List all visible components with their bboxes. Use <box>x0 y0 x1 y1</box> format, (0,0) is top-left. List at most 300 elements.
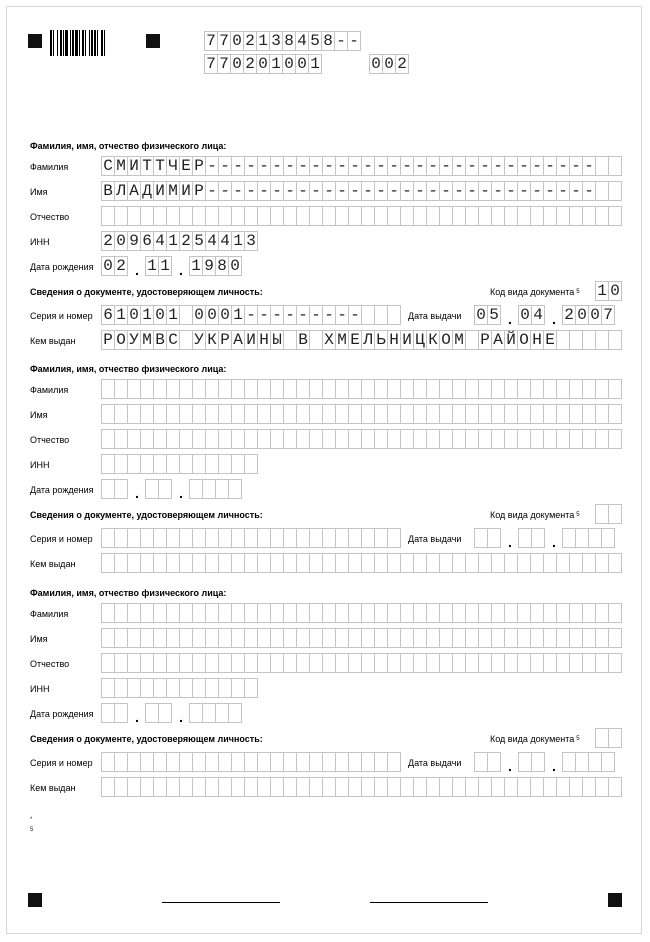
field-cell <box>271 629 284 647</box>
field-cell: - <box>245 182 258 200</box>
field-cell: 4 <box>206 232 219 250</box>
field-cell <box>583 604 596 622</box>
field-cell <box>505 778 518 796</box>
corner-marker <box>28 893 42 907</box>
field-cell: - <box>557 157 570 175</box>
field-cell: Л <box>362 331 375 349</box>
field-cell <box>336 654 349 672</box>
document-code-field[interactable] <box>595 281 622 301</box>
field-cell <box>401 654 414 672</box>
field-cell <box>570 430 583 448</box>
field-cell: 9 <box>128 232 141 250</box>
field-cell <box>532 529 545 547</box>
field-cell: - <box>362 157 375 175</box>
name-field[interactable] <box>101 404 622 424</box>
patronymic-field[interactable] <box>101 206 622 226</box>
field-cell <box>115 480 128 498</box>
field-cell <box>440 207 453 225</box>
field-cell <box>466 430 479 448</box>
field-cell <box>115 604 128 622</box>
field-cell: - <box>518 157 531 175</box>
field-cell: - <box>401 157 414 175</box>
field-cell <box>102 704 115 722</box>
field-cell <box>453 604 466 622</box>
field-cell <box>596 654 609 672</box>
patronymic-label: Отчество <box>30 659 70 669</box>
field-cell <box>466 207 479 225</box>
issue-date-day[interactable] <box>474 528 501 548</box>
field-cell: - <box>206 182 219 200</box>
field-cell <box>518 778 531 796</box>
field-cell <box>310 554 323 572</box>
field-cell <box>232 380 245 398</box>
field-cell <box>102 455 115 473</box>
field-cell: 3 <box>270 32 283 50</box>
field-cell: - <box>310 157 323 175</box>
issued-by-field[interactable] <box>101 777 622 797</box>
date-separator: . <box>179 709 183 725</box>
field-cell <box>531 629 544 647</box>
series-number-label: Серия и номер <box>30 758 93 768</box>
field-cell <box>258 380 271 398</box>
field-cell <box>180 430 193 448</box>
field-cell <box>167 778 180 796</box>
birth-date-year[interactable] <box>189 256 242 276</box>
field-cell: Е <box>544 331 557 349</box>
date-separator: . <box>179 262 183 278</box>
field-cell <box>219 753 232 771</box>
field-cell: - <box>310 306 323 324</box>
field-cell <box>206 380 219 398</box>
field-cell <box>362 306 375 324</box>
field-cell <box>154 753 167 771</box>
document-code-field[interactable] <box>595 728 622 748</box>
field-cell: 1 <box>141 306 154 324</box>
field-cell <box>362 654 375 672</box>
field-cell <box>219 554 232 572</box>
field-cell: - <box>271 182 284 200</box>
field-cell <box>557 405 570 423</box>
field-cell: - <box>335 32 348 50</box>
field-cell <box>532 753 545 771</box>
field-cell <box>583 380 596 398</box>
field-cell: Й <box>505 331 518 349</box>
field-cell: - <box>232 182 245 200</box>
field-cell <box>258 554 271 572</box>
field-cell <box>229 480 242 498</box>
field-cell: - <box>284 306 297 324</box>
field-cell <box>440 604 453 622</box>
field-cell <box>271 778 284 796</box>
field-cell <box>245 207 258 225</box>
field-cell <box>589 753 602 771</box>
inn-field[interactable] <box>101 231 258 251</box>
issue-date-day[interactable] <box>474 305 501 325</box>
field-cell <box>180 529 193 547</box>
field-cell: О <box>440 331 453 349</box>
field-cell <box>596 430 609 448</box>
birth-date-month[interactable] <box>145 703 172 723</box>
field-cell: 1 <box>159 257 172 275</box>
field-cell <box>427 207 440 225</box>
field-cell <box>258 753 271 771</box>
series-number-field[interactable] <box>101 528 401 548</box>
field-cell <box>323 529 336 547</box>
field-cell: К <box>206 331 219 349</box>
field-cell: - <box>206 157 219 175</box>
field-cell <box>115 529 128 547</box>
field-cell <box>388 604 401 622</box>
birth-date-label: Дата рождения <box>30 262 94 272</box>
field-cell: А <box>232 331 245 349</box>
field-cell <box>245 405 258 423</box>
document-code-field[interactable] <box>595 504 622 524</box>
field-cell <box>518 629 531 647</box>
field-cell: А <box>128 182 141 200</box>
field-cell <box>531 380 544 398</box>
issued-by-field[interactable] <box>101 330 622 350</box>
field-cell: - <box>453 182 466 200</box>
field-cell <box>453 430 466 448</box>
field-cell: 4 <box>296 32 309 50</box>
field-cell <box>440 629 453 647</box>
surname-field[interactable] <box>101 156 622 176</box>
field-cell <box>284 629 297 647</box>
field-cell <box>146 704 159 722</box>
field-cell: - <box>297 182 310 200</box>
field-cell: - <box>531 182 544 200</box>
birth-date-day[interactable] <box>101 479 128 499</box>
field-cell <box>375 629 388 647</box>
field-cell <box>609 157 622 175</box>
patronymic-field[interactable] <box>101 429 622 449</box>
field-cell: 8 <box>283 32 296 50</box>
field-cell <box>297 629 310 647</box>
inn-label: ИНН <box>30 684 50 694</box>
document-code-label: Код вида документа $^5$ <box>490 510 580 520</box>
field-cell: 2 <box>115 257 128 275</box>
field-cell <box>375 207 388 225</box>
field-cell <box>518 405 531 423</box>
field-cell <box>206 753 219 771</box>
field-cell <box>323 654 336 672</box>
date-separator: . <box>508 311 512 327</box>
field-cell <box>401 629 414 647</box>
surname-field[interactable] <box>101 379 622 399</box>
series-number-label: Серия и номер <box>30 311 93 321</box>
field-cell <box>336 405 349 423</box>
field-cell: - <box>440 157 453 175</box>
field-cell <box>609 654 622 672</box>
issue-date-month[interactable] <box>518 528 545 548</box>
field-cell: - <box>414 157 427 175</box>
header-inn-field[interactable] <box>204 31 361 51</box>
inn-field[interactable] <box>101 678 258 698</box>
field-cell <box>232 753 245 771</box>
field-cell <box>596 405 609 423</box>
field-cell: 0 <box>206 306 219 324</box>
field-cell: - <box>349 157 362 175</box>
issue-date-month[interactable] <box>518 305 545 325</box>
field-cell: В <box>297 331 310 349</box>
field-cell: М <box>453 331 466 349</box>
field-cell <box>167 405 180 423</box>
date-separator: . <box>552 758 556 774</box>
field-cell: 1 <box>309 55 322 73</box>
field-cell <box>271 529 284 547</box>
field-cell: - <box>323 306 336 324</box>
field-cell: 0 <box>229 257 242 275</box>
field-cell: Ь <box>375 331 388 349</box>
field-cell <box>414 654 427 672</box>
field-cell <box>284 554 297 572</box>
field-cell: - <box>544 157 557 175</box>
field-cell: 0 <box>475 306 488 324</box>
issued-by-field[interactable] <box>101 553 622 573</box>
birth-date-month[interactable] <box>145 256 172 276</box>
field-cell: - <box>375 157 388 175</box>
field-cell <box>479 405 492 423</box>
field-cell <box>576 753 589 771</box>
field-cell <box>479 778 492 796</box>
field-cell <box>219 207 232 225</box>
field-cell <box>206 629 219 647</box>
page-number-field[interactable] <box>369 54 409 74</box>
field-cell <box>557 604 570 622</box>
field-cell <box>466 405 479 423</box>
document-section-header: Сведения о документе, удостоверяющем личность: <box>30 510 263 520</box>
field-cell: - <box>271 306 284 324</box>
field-cell: - <box>336 157 349 175</box>
field-cell: 3 <box>245 232 258 250</box>
field-cell <box>128 430 141 448</box>
field-cell: 2 <box>180 232 193 250</box>
field-cell <box>206 207 219 225</box>
field-cell <box>206 430 219 448</box>
field-cell <box>102 430 115 448</box>
name-field[interactable] <box>101 181 622 201</box>
field-cell <box>602 529 615 547</box>
field-cell <box>596 157 609 175</box>
field-cell <box>154 207 167 225</box>
field-cell <box>362 778 375 796</box>
field-cell <box>479 430 492 448</box>
issue-date-day[interactable] <box>474 752 501 772</box>
field-cell <box>401 778 414 796</box>
field-cell: - <box>440 182 453 200</box>
field-cell <box>557 629 570 647</box>
field-cell <box>362 529 375 547</box>
field-cell <box>336 430 349 448</box>
date-separator: . <box>135 262 139 278</box>
field-cell: 1 <box>190 257 203 275</box>
birth-date-day[interactable] <box>101 703 128 723</box>
field-cell: - <box>258 157 271 175</box>
field-cell: - <box>375 182 388 200</box>
name-label: Имя <box>30 187 48 197</box>
field-cell <box>284 405 297 423</box>
field-cell: 0 <box>219 306 232 324</box>
birth-date-day[interactable] <box>101 256 128 276</box>
field-cell: И <box>154 182 167 200</box>
field-cell <box>518 604 531 622</box>
field-cell <box>271 380 284 398</box>
field-cell <box>245 380 258 398</box>
field-cell <box>362 430 375 448</box>
field-cell <box>388 629 401 647</box>
field-cell <box>193 679 206 697</box>
series-number-field[interactable] <box>101 305 401 325</box>
field-cell <box>310 604 323 622</box>
field-cell <box>102 679 115 697</box>
field-cell <box>180 604 193 622</box>
barcode <box>50 30 132 56</box>
inn-field[interactable] <box>101 454 258 474</box>
field-cell: И <box>401 331 414 349</box>
field-cell <box>453 778 466 796</box>
field-cell <box>336 554 349 572</box>
field-cell <box>609 380 622 398</box>
header-kpp-field[interactable] <box>204 54 322 74</box>
field-cell <box>583 778 596 796</box>
field-cell <box>544 604 557 622</box>
field-cell <box>115 554 128 572</box>
field-cell: Ц <box>414 331 427 349</box>
field-cell <box>570 380 583 398</box>
field-cell: 6 <box>102 306 115 324</box>
field-cell <box>159 704 172 722</box>
field-cell <box>375 604 388 622</box>
field-cell <box>154 629 167 647</box>
field-cell <box>596 182 609 200</box>
field-cell <box>466 331 479 349</box>
field-cell: О <box>518 331 531 349</box>
field-cell <box>245 455 258 473</box>
birth-date-year[interactable] <box>189 703 242 723</box>
name-field[interactable] <box>101 628 622 648</box>
field-cell <box>401 380 414 398</box>
field-cell <box>583 331 596 349</box>
field-cell <box>141 753 154 771</box>
field-cell <box>544 405 557 423</box>
field-cell <box>128 207 141 225</box>
field-cell <box>414 405 427 423</box>
field-cell: 9 <box>203 257 216 275</box>
field-cell <box>475 529 488 547</box>
surname-field[interactable] <box>101 603 622 623</box>
field-cell <box>154 455 167 473</box>
birth-date-month[interactable] <box>145 479 172 499</box>
field-cell: 4 <box>154 232 167 250</box>
field-cell <box>193 380 206 398</box>
field-cell: 0 <box>231 55 244 73</box>
field-cell <box>375 405 388 423</box>
field-cell <box>401 604 414 622</box>
field-cell <box>505 654 518 672</box>
field-cell <box>519 529 532 547</box>
field-cell <box>544 629 557 647</box>
field-cell: 0 <box>576 306 589 324</box>
field-cell <box>284 430 297 448</box>
field-cell <box>271 604 284 622</box>
patronymic-field[interactable] <box>101 653 622 673</box>
field-cell <box>180 380 193 398</box>
issue-date-year[interactable] <box>562 305 615 325</box>
field-cell <box>258 778 271 796</box>
issue-date-year[interactable] <box>562 752 615 772</box>
field-cell <box>193 455 206 473</box>
field-cell <box>349 654 362 672</box>
field-cell <box>232 554 245 572</box>
field-cell <box>128 405 141 423</box>
field-cell <box>193 405 206 423</box>
field-cell <box>258 405 271 423</box>
field-cell <box>115 405 128 423</box>
field-cell <box>102 529 115 547</box>
field-cell <box>284 604 297 622</box>
field-cell: 7 <box>218 55 231 73</box>
field-cell: - <box>544 182 557 200</box>
field-cell <box>154 529 167 547</box>
field-cell <box>414 554 427 572</box>
field-cell: 7 <box>218 32 231 50</box>
birth-date-year[interactable] <box>189 479 242 499</box>
field-cell: 0 <box>383 55 396 73</box>
field-cell <box>297 604 310 622</box>
field-cell <box>323 778 336 796</box>
series-number-field[interactable] <box>101 752 401 772</box>
field-cell <box>336 207 349 225</box>
field-cell: - <box>336 182 349 200</box>
field-cell: - <box>284 182 297 200</box>
field-cell <box>453 554 466 572</box>
field-cell <box>206 778 219 796</box>
field-cell <box>115 455 128 473</box>
field-cell: 0 <box>609 282 622 300</box>
field-cell <box>388 529 401 547</box>
field-cell <box>518 430 531 448</box>
field-cell <box>271 207 284 225</box>
field-cell <box>141 554 154 572</box>
field-cell <box>440 554 453 572</box>
field-cell <box>323 380 336 398</box>
field-cell <box>531 554 544 572</box>
field-cell <box>596 604 609 622</box>
field-cell: 2 <box>563 306 576 324</box>
field-cell <box>362 554 375 572</box>
field-cell <box>583 629 596 647</box>
field-cell <box>453 629 466 647</box>
field-cell <box>229 704 242 722</box>
field-cell <box>245 679 258 697</box>
field-cell: 1 <box>270 55 283 73</box>
field-cell <box>297 207 310 225</box>
field-cell <box>505 604 518 622</box>
field-cell <box>193 654 206 672</box>
field-cell <box>602 753 615 771</box>
field-cell <box>609 629 622 647</box>
field-cell <box>102 629 115 647</box>
issue-date-month[interactable] <box>518 752 545 772</box>
field-cell <box>206 529 219 547</box>
field-cell <box>180 207 193 225</box>
date-separator: . <box>135 709 139 725</box>
field-cell <box>440 430 453 448</box>
field-cell <box>531 604 544 622</box>
field-cell: - <box>219 182 232 200</box>
field-cell: Р <box>102 331 115 349</box>
issue-date-year[interactable] <box>562 528 615 548</box>
